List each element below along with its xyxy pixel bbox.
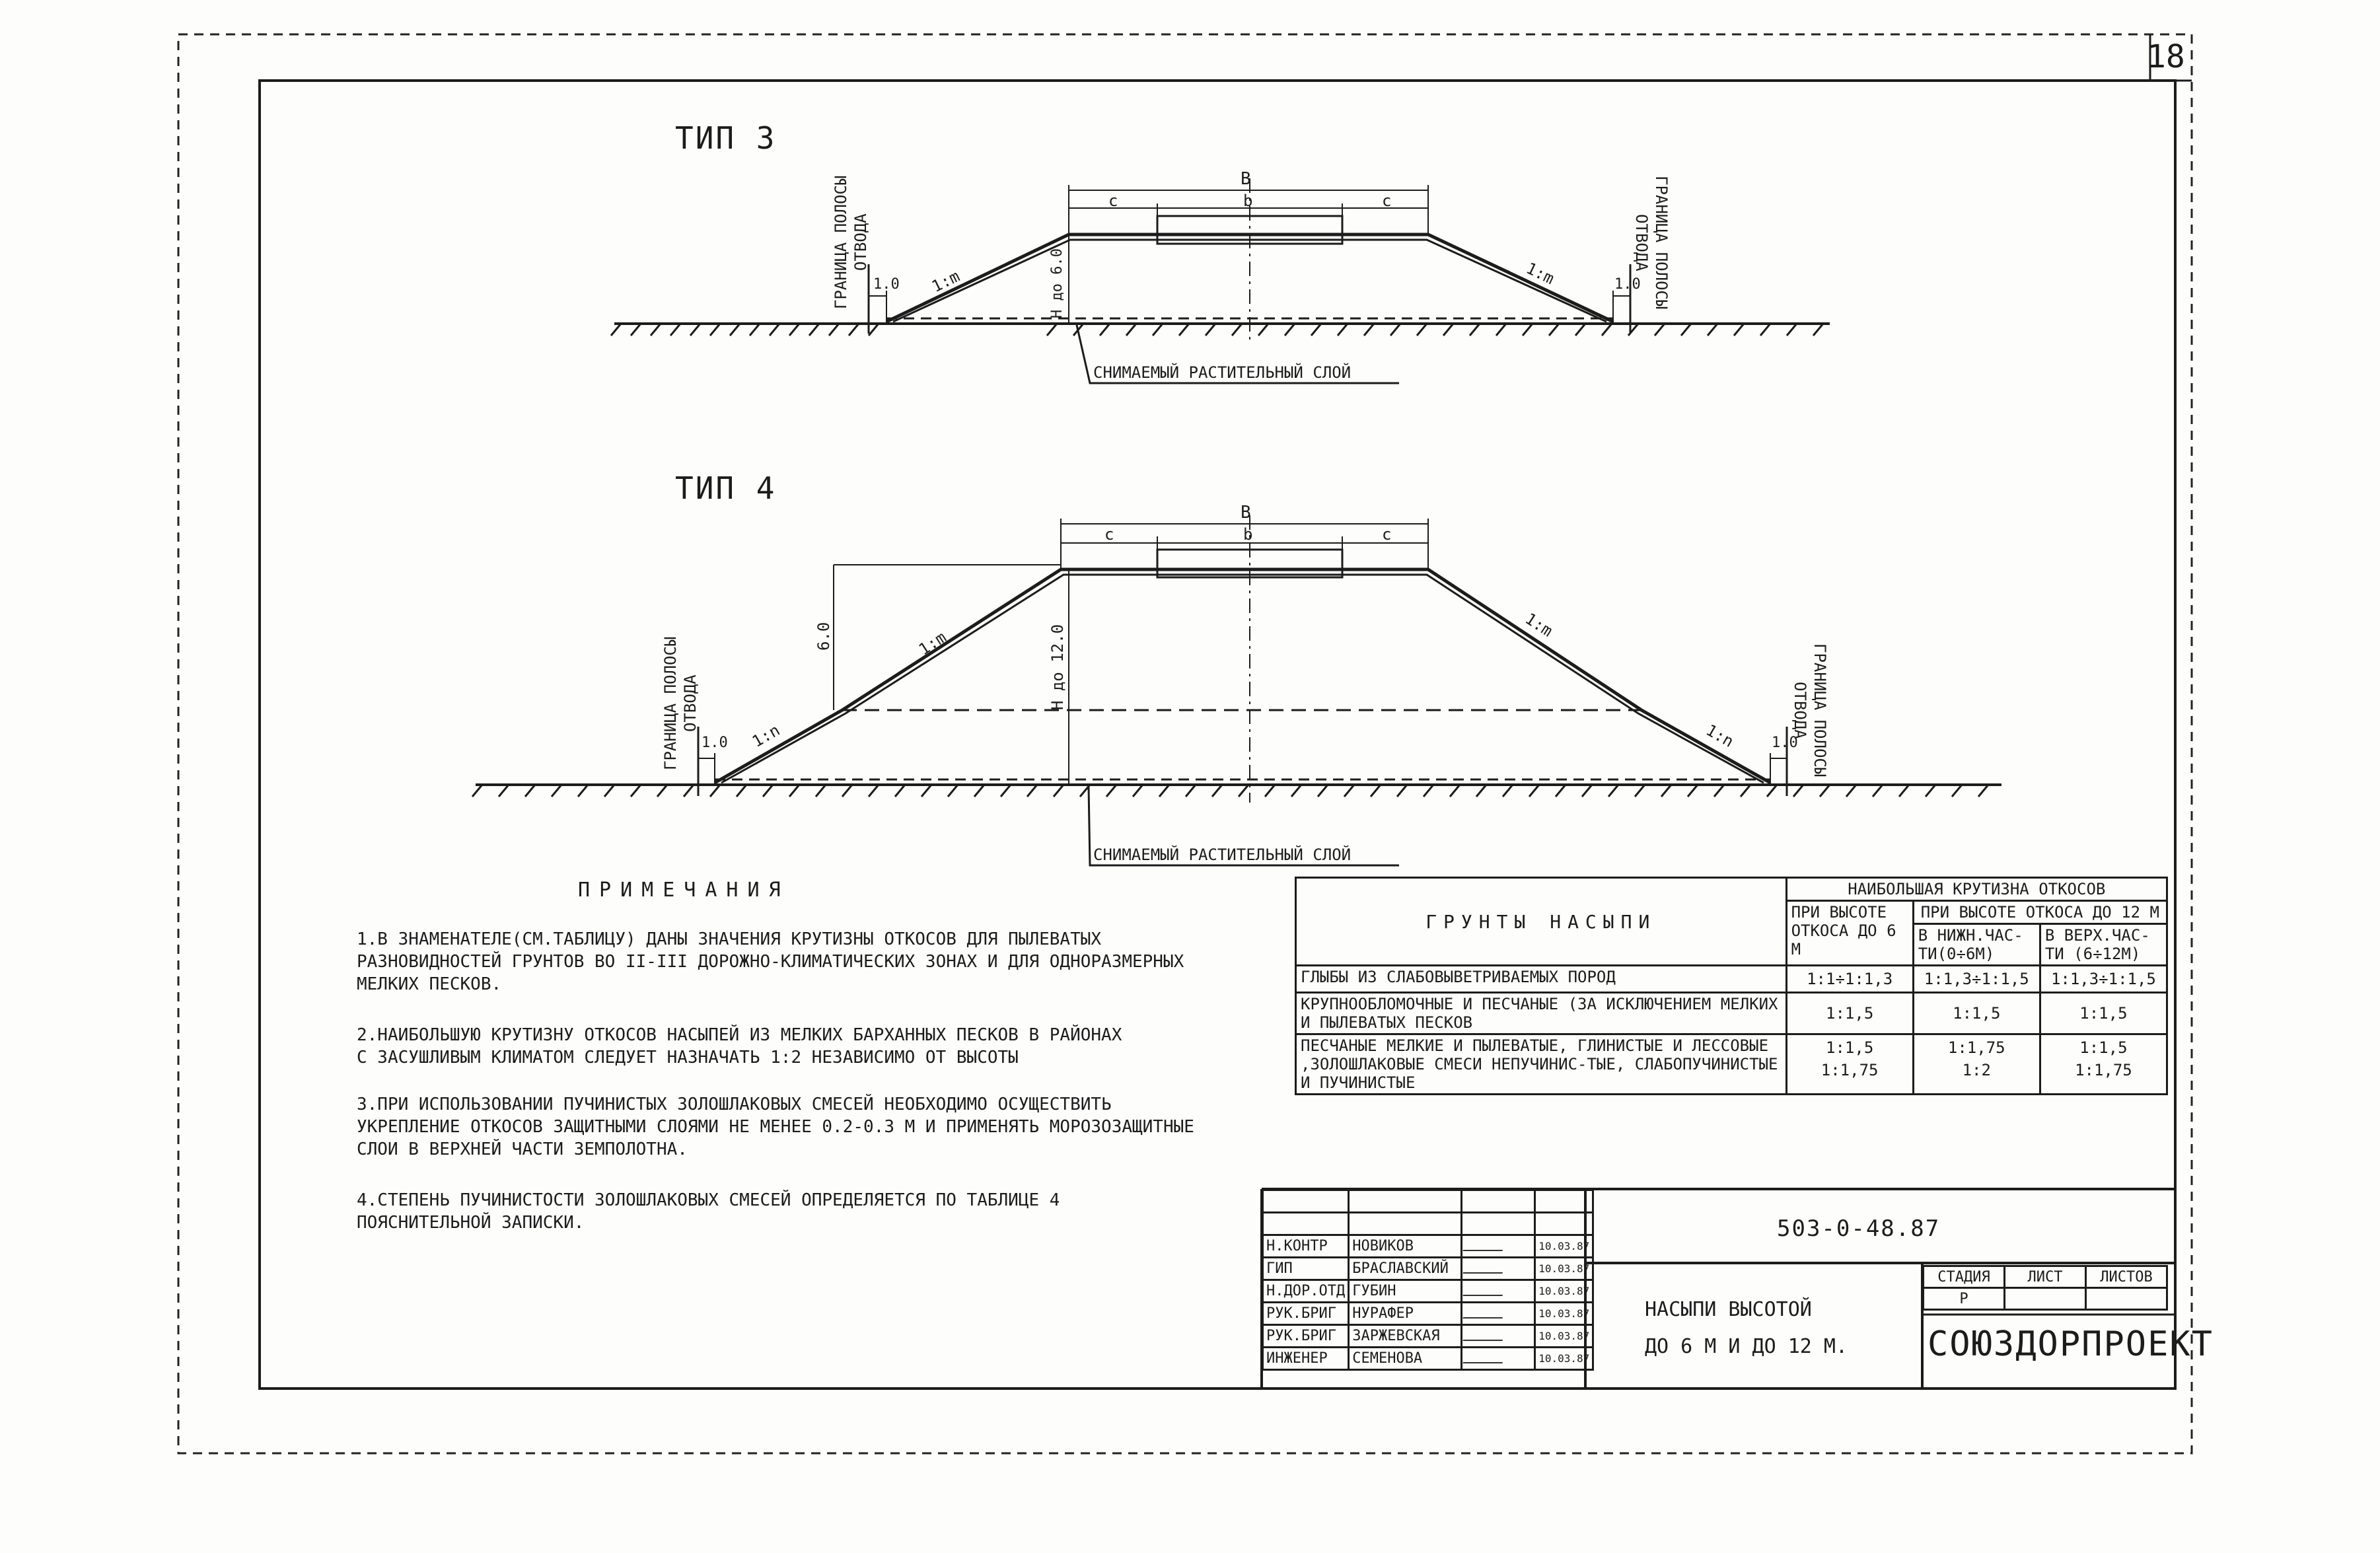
signature-icon — [1462, 1325, 1535, 1348]
table-row — [1296, 993, 2167, 1034]
col-soils-header: ГРУНТЫ НАСЫПИ — [1296, 878, 1787, 966]
type4-slope-upper-right: 1:m — [1521, 609, 1556, 641]
stamp-date: 10.03.87 — [1535, 1348, 1593, 1370]
stamp-row — [1263, 1303, 1593, 1325]
stamp-date: 10.03.87 — [1535, 1235, 1593, 1258]
type4-dim-c-right: c — [1382, 525, 1392, 544]
type4-slope-lower-left: 1:n — [748, 721, 783, 751]
col-h6-header: ПРИ ВЫСОТЕ ОТКОСА ДО 6 М — [1786, 901, 1913, 966]
type4-slope-upper-left: 1:m — [915, 628, 950, 659]
type4-title: ТИП 4 — [675, 470, 777, 506]
soil-cell: ПЕСЧАНЫЕ МЕЛКИЕ И ПЫЛЕВАТЫЕ, ГЛИНИСТЫЕ И ЛЕССОВЫЕ ,ЗОЛОШЛАКОВЫЕ СМЕСИ НЕПУЧИНИС-ТЫЕ, СЛАБОПУЧИНИСТЫЕ И ПУЧИНИСТЫЕ — [1296, 1034, 1787, 1095]
note-item-1: 1.В ЗНАМЕНАТЕЛЕ(СМ.ТАБЛИЦУ) ДАНЫ ЗНАЧЕНИЯ КРУТИЗНЫ ОТКОСОВ ДЛЯ ПЫЛЕВАТЫХ РАЗНОВИДНОСТЕЙ ГРУНТОВ ВО II-III ДОРОЖНО-КЛИМАТИЧЕСКИХ ЗОНАХ И ДЛЯ ОДНОРАЗМЕРНЫХ МЕЛКИХ ПЕСКОВ. — [357, 929, 1184, 994]
table-row — [1296, 966, 2167, 993]
stamp-name: ЗАРЖЕВСКАЯ — [1349, 1325, 1462, 1348]
upper-cell: 1:1,5 — [2040, 993, 2167, 1034]
signature-icon — [1462, 1258, 1535, 1280]
drawing-title — [1645, 1291, 1848, 1365]
type3-dim-c-left: c — [1108, 192, 1118, 210]
stage-value: Р — [1924, 1288, 2005, 1310]
stamp-role: Н.ДОР.ОТД — [1263, 1280, 1349, 1303]
notes-title: ПРИМЕЧАНИЯ — [578, 879, 790, 902]
type3-offset-right: 1.0 — [1614, 276, 1641, 293]
stamp-name: НОВИКОВ — [1349, 1235, 1462, 1258]
type3-slope-right: 1:m — [1523, 258, 1558, 289]
lower-cell: 1:1,3÷1:1,5 — [1913, 966, 2040, 993]
stamp-name: СЕМЕНОВА — [1349, 1348, 1462, 1370]
drawing-title-line1: НАСЫПИ ВЫСОТОЙ — [1645, 1298, 1812, 1321]
soil-cell: КРУПНООБЛОМОЧНЫЕ И ПЕСЧАНЫЕ (ЗА ИСКЛЮЧЕНИЕМ МЕЛКИХ И ПЫЛЕВАТЫХ ПЕСКОВ — [1296, 993, 1787, 1034]
type3-boundary-left: ГРАНИЦА ПОЛОСЫ ОТВОДА — [832, 175, 870, 310]
type4-dim-c-left: c — [1104, 525, 1114, 544]
type4-dim-b: b — [1243, 525, 1253, 544]
type4-removed-layer: СНИМАЕМЫЙ РАСТИТЕЛЬНЫЙ СЛОЙ — [1093, 846, 1352, 864]
stamp-role: РУК.БРИГ — [1263, 1303, 1349, 1325]
stamp-row — [1263, 1325, 1593, 1348]
type4-cross-section — [472, 515, 2001, 865]
signature-icon — [1462, 1280, 1535, 1303]
upper-cell: 1:1,3÷1:1,5 — [2040, 966, 2167, 993]
note-item-2: 2.НАИБОЛЬШУЮ КРУТИЗНУ ОТКОСОВ НАСЫПЕЙ ИЗ МЕЛКИХ БАРХАННЫХ ПЕСКОВ В РАЙОНАХ С ЗАСУШЛИВЫМ КЛИМАТОМ СЛЕДУЕТ НАЗНАЧАТЬ 1:2 НЕЗАВИСИМО ОТ ВЫСОТЫ — [357, 1025, 1122, 1067]
col-h12-header: ПРИ ВЫСОТЕ ОТКОСА ДО 12 М — [1913, 901, 2167, 924]
stamp-name: НУРАФЕР — [1349, 1303, 1462, 1325]
type3-boundary-right: ГРАНИЦА ПОЛОСЫ ОТВОДА — [1632, 175, 1671, 310]
type3-slope-left: 1:m — [929, 266, 963, 297]
stamp-date: 10.03.87 — [1535, 1303, 1593, 1325]
note-item-4: 4.СТЕПЕНЬ ПУЧИНИСТОСТИ ЗОЛОШЛАКОВЫХ СМЕСЕЙ ОПРЕДЕЛЯЕТСЯ ПО ТАБЛИЦЕ 4 ПОЯСНИТЕЛЬНОЙ ЗАПИСКИ. — [357, 1190, 1060, 1233]
type4-upper-height: 6.0 — [814, 622, 833, 651]
stamp-name: БРАСЛАВСКИЙ — [1349, 1258, 1462, 1280]
stamp-role: РУК.БРИГ — [1263, 1325, 1349, 1348]
type4-offset-right: 1.0 — [1772, 735, 1798, 751]
organization-name: СОЮЗДОРПРОЕКТ — [1928, 1324, 2214, 1364]
stamp-name: ГУБИН — [1349, 1280, 1462, 1303]
stage-label: СТАДИЯ — [1924, 1266, 2005, 1288]
h6-cell: 1:1,5 — [1786, 993, 1913, 1034]
type4-height: Н до 12.0 — [1048, 624, 1067, 711]
approval-stamp — [1262, 1189, 1594, 1371]
signature-icon — [1462, 1235, 1535, 1258]
soil-slope-table — [1295, 877, 2168, 1095]
col-group-header: НАИБОЛЬШАЯ КРУТИЗНА ОТКОСОВ — [1786, 878, 2167, 901]
stamp-row — [1263, 1258, 1593, 1280]
h6-cell: 1:1,5 1:1,75 — [1786, 1034, 1913, 1095]
stamp-role: ГИП — [1263, 1258, 1349, 1280]
signature-icon — [1462, 1348, 1535, 1370]
note-item-3: 3.ПРИ ИСПОЛЬЗОВАНИИ ПУЧИНИСТЫХ ЗОЛОШЛАКОВЫХ СМЕСЕЙ НЕОБХОДИМО ОСУЩЕСТВИТЬ УКРЕПЛЕНИЕ ОТКОСОВ ЗАЩИТНЫМИ СЛОЯМИ НЕ МЕНЕЕ 0.2-0.3 М И ПРИМЕНЯТЬ МОРОЗОЗАЩИТНЫЕ СЛОИ В ВЕРХНЕЙ ЧАСТИ ЗЕМПОЛОТНА. — [357, 1095, 1194, 1159]
stamp-date: 10.03.87 — [1535, 1258, 1593, 1280]
lower-cell: 1:1,75 1:2 — [1913, 1034, 2040, 1095]
upper-cell: 1:1,5 1:1,75 — [2040, 1034, 2167, 1095]
type3-dim-c-right: c — [1382, 192, 1392, 210]
lower-cell: 1:1,5 — [1913, 993, 2040, 1034]
stamp-date: 10.03.87 — [1535, 1325, 1593, 1348]
stamp-row — [1263, 1348, 1593, 1370]
type3-dim-b: b — [1243, 192, 1253, 210]
stamp-row — [1263, 1280, 1593, 1303]
stage-table — [1922, 1265, 2168, 1311]
type4-boundary-right: ГРАНИЦА ПОЛОСЫ ОТВОДА — [1791, 643, 1829, 777]
document-code: 503-0-48.87 — [1777, 1215, 1941, 1242]
type4-slope-lower-right: 1:n — [1702, 721, 1737, 751]
sheet-number: 18 — [2147, 38, 2185, 75]
type3-dim-B: В — [1241, 169, 1251, 189]
soil-cell: ГЛЫБЫ ИЗ СЛАБОВЫВЕТРИВАЕМЫХ ПОРОД — [1296, 966, 1787, 993]
sheet-label: ЛИСТ — [2005, 1266, 2086, 1288]
h6-cell: 1:1÷1:1,3 — [1786, 966, 1913, 993]
type3-title: ТИП 3 — [675, 120, 777, 156]
type4-dim-B: В — [1241, 503, 1251, 523]
stamp-row — [1263, 1235, 1593, 1258]
drawing-title-line2: ДО 6 М И ДО 12 М. — [1645, 1335, 1848, 1358]
sheets-label: ЛИСТОВ — [2086, 1266, 2167, 1288]
type3-height: Н до 6.0 — [1049, 248, 1065, 318]
type4-boundary-left: ГРАНИЦА ПОЛОСЫ ОТВОДА — [661, 636, 700, 771]
type4-offset-left: 1.0 — [702, 735, 728, 751]
table-row — [1296, 1034, 2167, 1095]
type3-removed-layer: СНИМАЕМЫЙ РАСТИТЕЛЬНЫЙ СЛОЙ — [1093, 363, 1352, 382]
col-upper-header: В ВЕРХ.ЧАС-ТИ (6÷12М) — [2040, 924, 2167, 966]
col-lower-header: В НИЖН.ЧАС-ТИ(0÷6М) — [1913, 924, 2040, 966]
stamp-role: ИНЖЕНЕР — [1263, 1348, 1349, 1370]
stamp-date: 10.03.87 — [1535, 1280, 1593, 1303]
type3-offset-left: 1.0 — [873, 276, 900, 293]
stamp-role: Н.КОНТР — [1263, 1235, 1349, 1258]
signature-icon — [1462, 1303, 1535, 1325]
